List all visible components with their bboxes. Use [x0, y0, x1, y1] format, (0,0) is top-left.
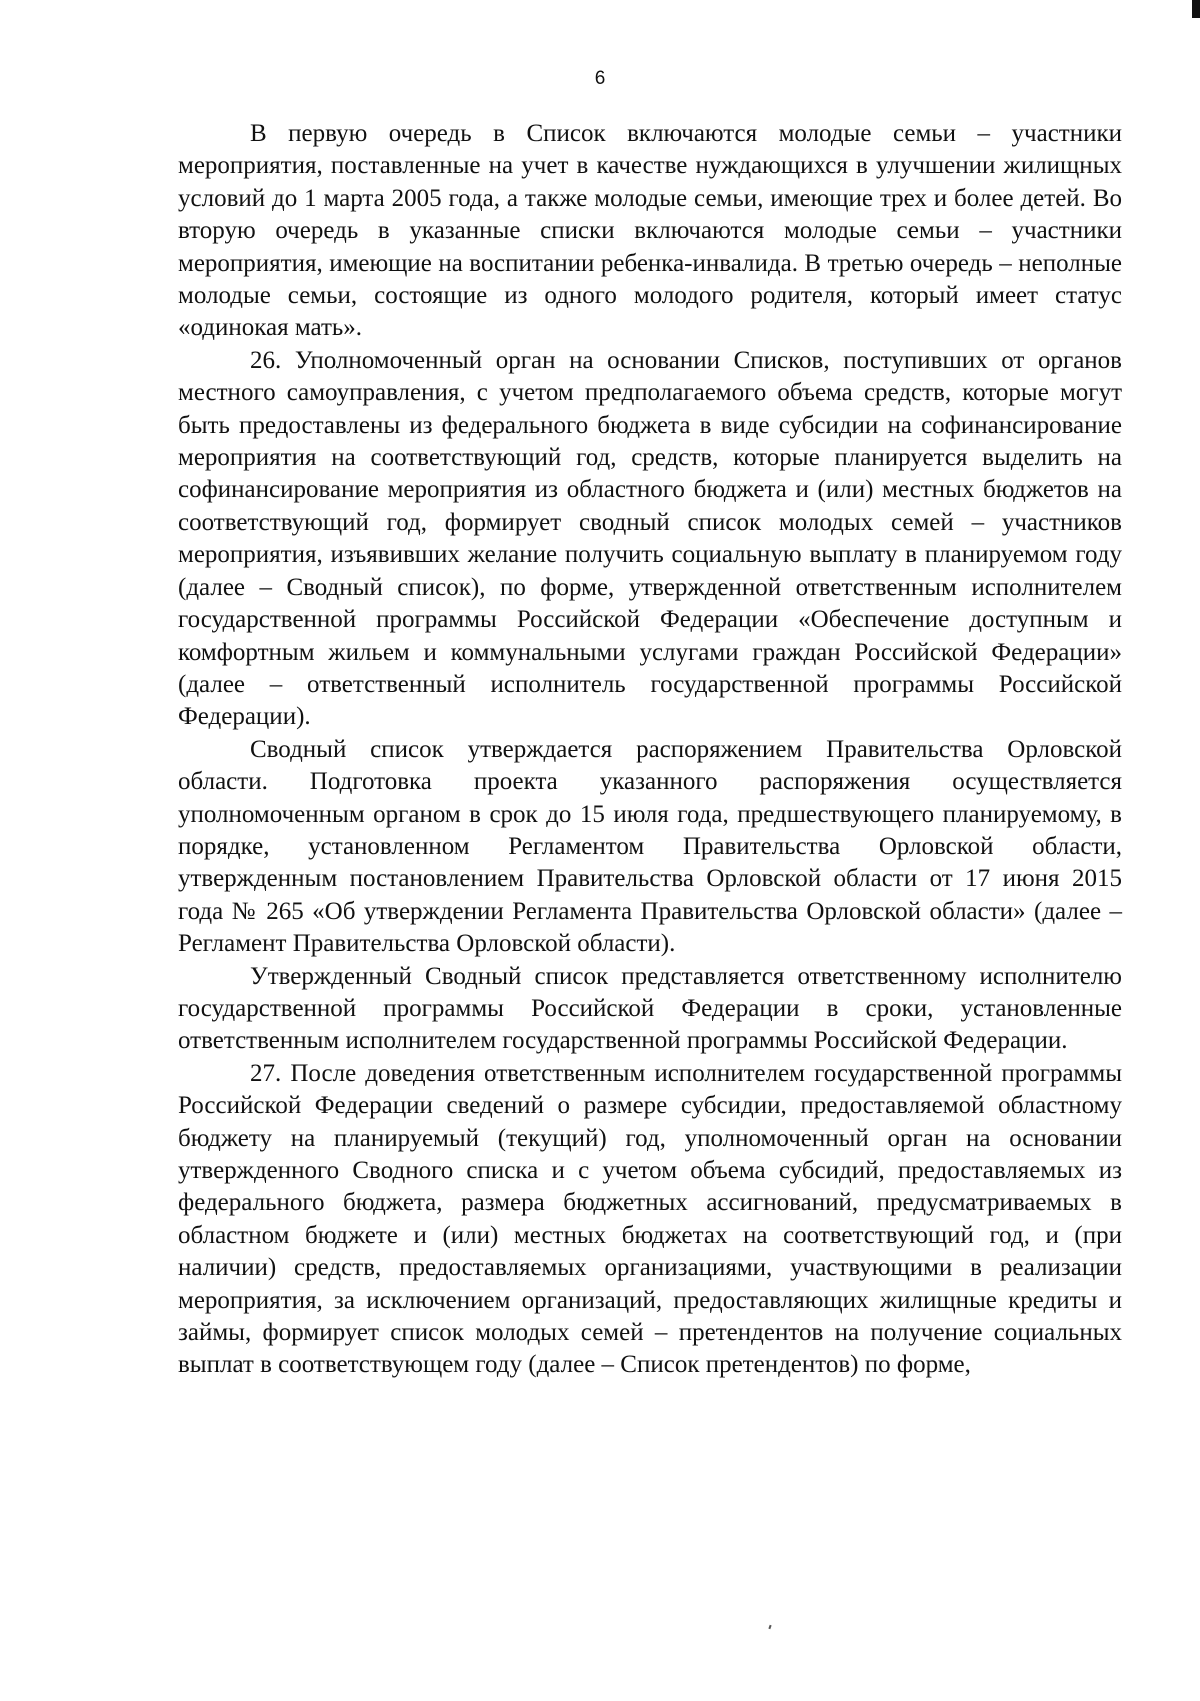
- document-body: [178, 118, 1122, 1382]
- paragraph-summary-list-approval: Сводный список утверждается распоряжением Правительства Орловской области. Подготовка проекта указанного распоряжения осуществляется уполномоченным органом в срок до 15 июля года, предшествующего планируемому, в порядке, установленном Регламентом Правительства Орловской области, утвержденным постановлением Правительства Орловской области от 17 июня 2015 года № 265 «Об утверждении Регламента Правительства Орловской области» (далее – Регламент Правительства Орловской области).: [178, 735, 1122, 958]
- paragraph-priority-order: В первую очередь в Список включаются молодые семьи – участники мероприятия, поставленные на учет в качестве нуждающихся в улучшении жилищных условий до 1 марта 2005 года, а также молодые семьи, имеющие трех и более детей. Во вторую очередь в указанные списки включаются молодые семьи – участники мероприятия, имеющие на воспитании ребенка-инвалида. В третью очередь – неполные молодые семьи, состоящие из одного молодого родителя, который имеет статус «одинокая мать».: [178, 120, 1122, 342]
- page-number: 6: [594, 68, 606, 89]
- paragraph-item-27: 27. После доведения ответственным исполнителем государственной программы Российской Федерации сведений о размере субсидии, предоставляемой областному бюджету на планируемый (текущий) год, уполномоченный орган на основании утвержденного Сводного списка и с учетом объема субсидий, предоставляемых из федерального бюджета, размера бюджетных ассигнований, предусматриваемых в областном бюджете и (или) местных бюджетах на соответствующий год, и (при наличии) средств, предоставляемых организациями, участвующими в реализации мероприятия, за исключением организаций, предоставляющих жилищные кредиты и займы, формирует список молодых семей – претендентов на получение социальных выплат в соответствующем году (далее – Список претендентов) по форме,: [178, 1059, 1122, 1379]
- scan-speck: [768, 1625, 771, 1629]
- scan-edge-mark: [1192, 0, 1200, 18]
- paragraph-summary-list-submission: Утвержденный Сводный список представляется ответственному исполнителю государственной программы Российской Федерации в сроки, установленные ответственным исполнителем государственной программы Российской Федерации.: [178, 962, 1122, 1055]
- paragraph-item-26: 26. Уполномоченный орган на основании Списков, поступивших от органов местного самоуправления, с учетом предполагаемого объема средств, которые могут быть предоставлены из федерального бюджета в виде субсидии на софинансирование мероприятия на соответствующий год, средств, которые планируется выделить на софинансирование мероприятия из областного бюджета и (или) местных бюджетов на соответствующий год, формирует сводный список молодых семей – участников мероприятия, изъявивших желание получить социальную выплату в планируемом году (далее – Сводный список), по форме, утвержденной ответственным исполнителем государственной программы Российской Федерации «Обеспечение доступным и комфортным жильем и коммунальными услугами граждан Российской Федерации» (далее – ответственный исполнитель государственной программы Российской Федерации).: [178, 346, 1122, 731]
